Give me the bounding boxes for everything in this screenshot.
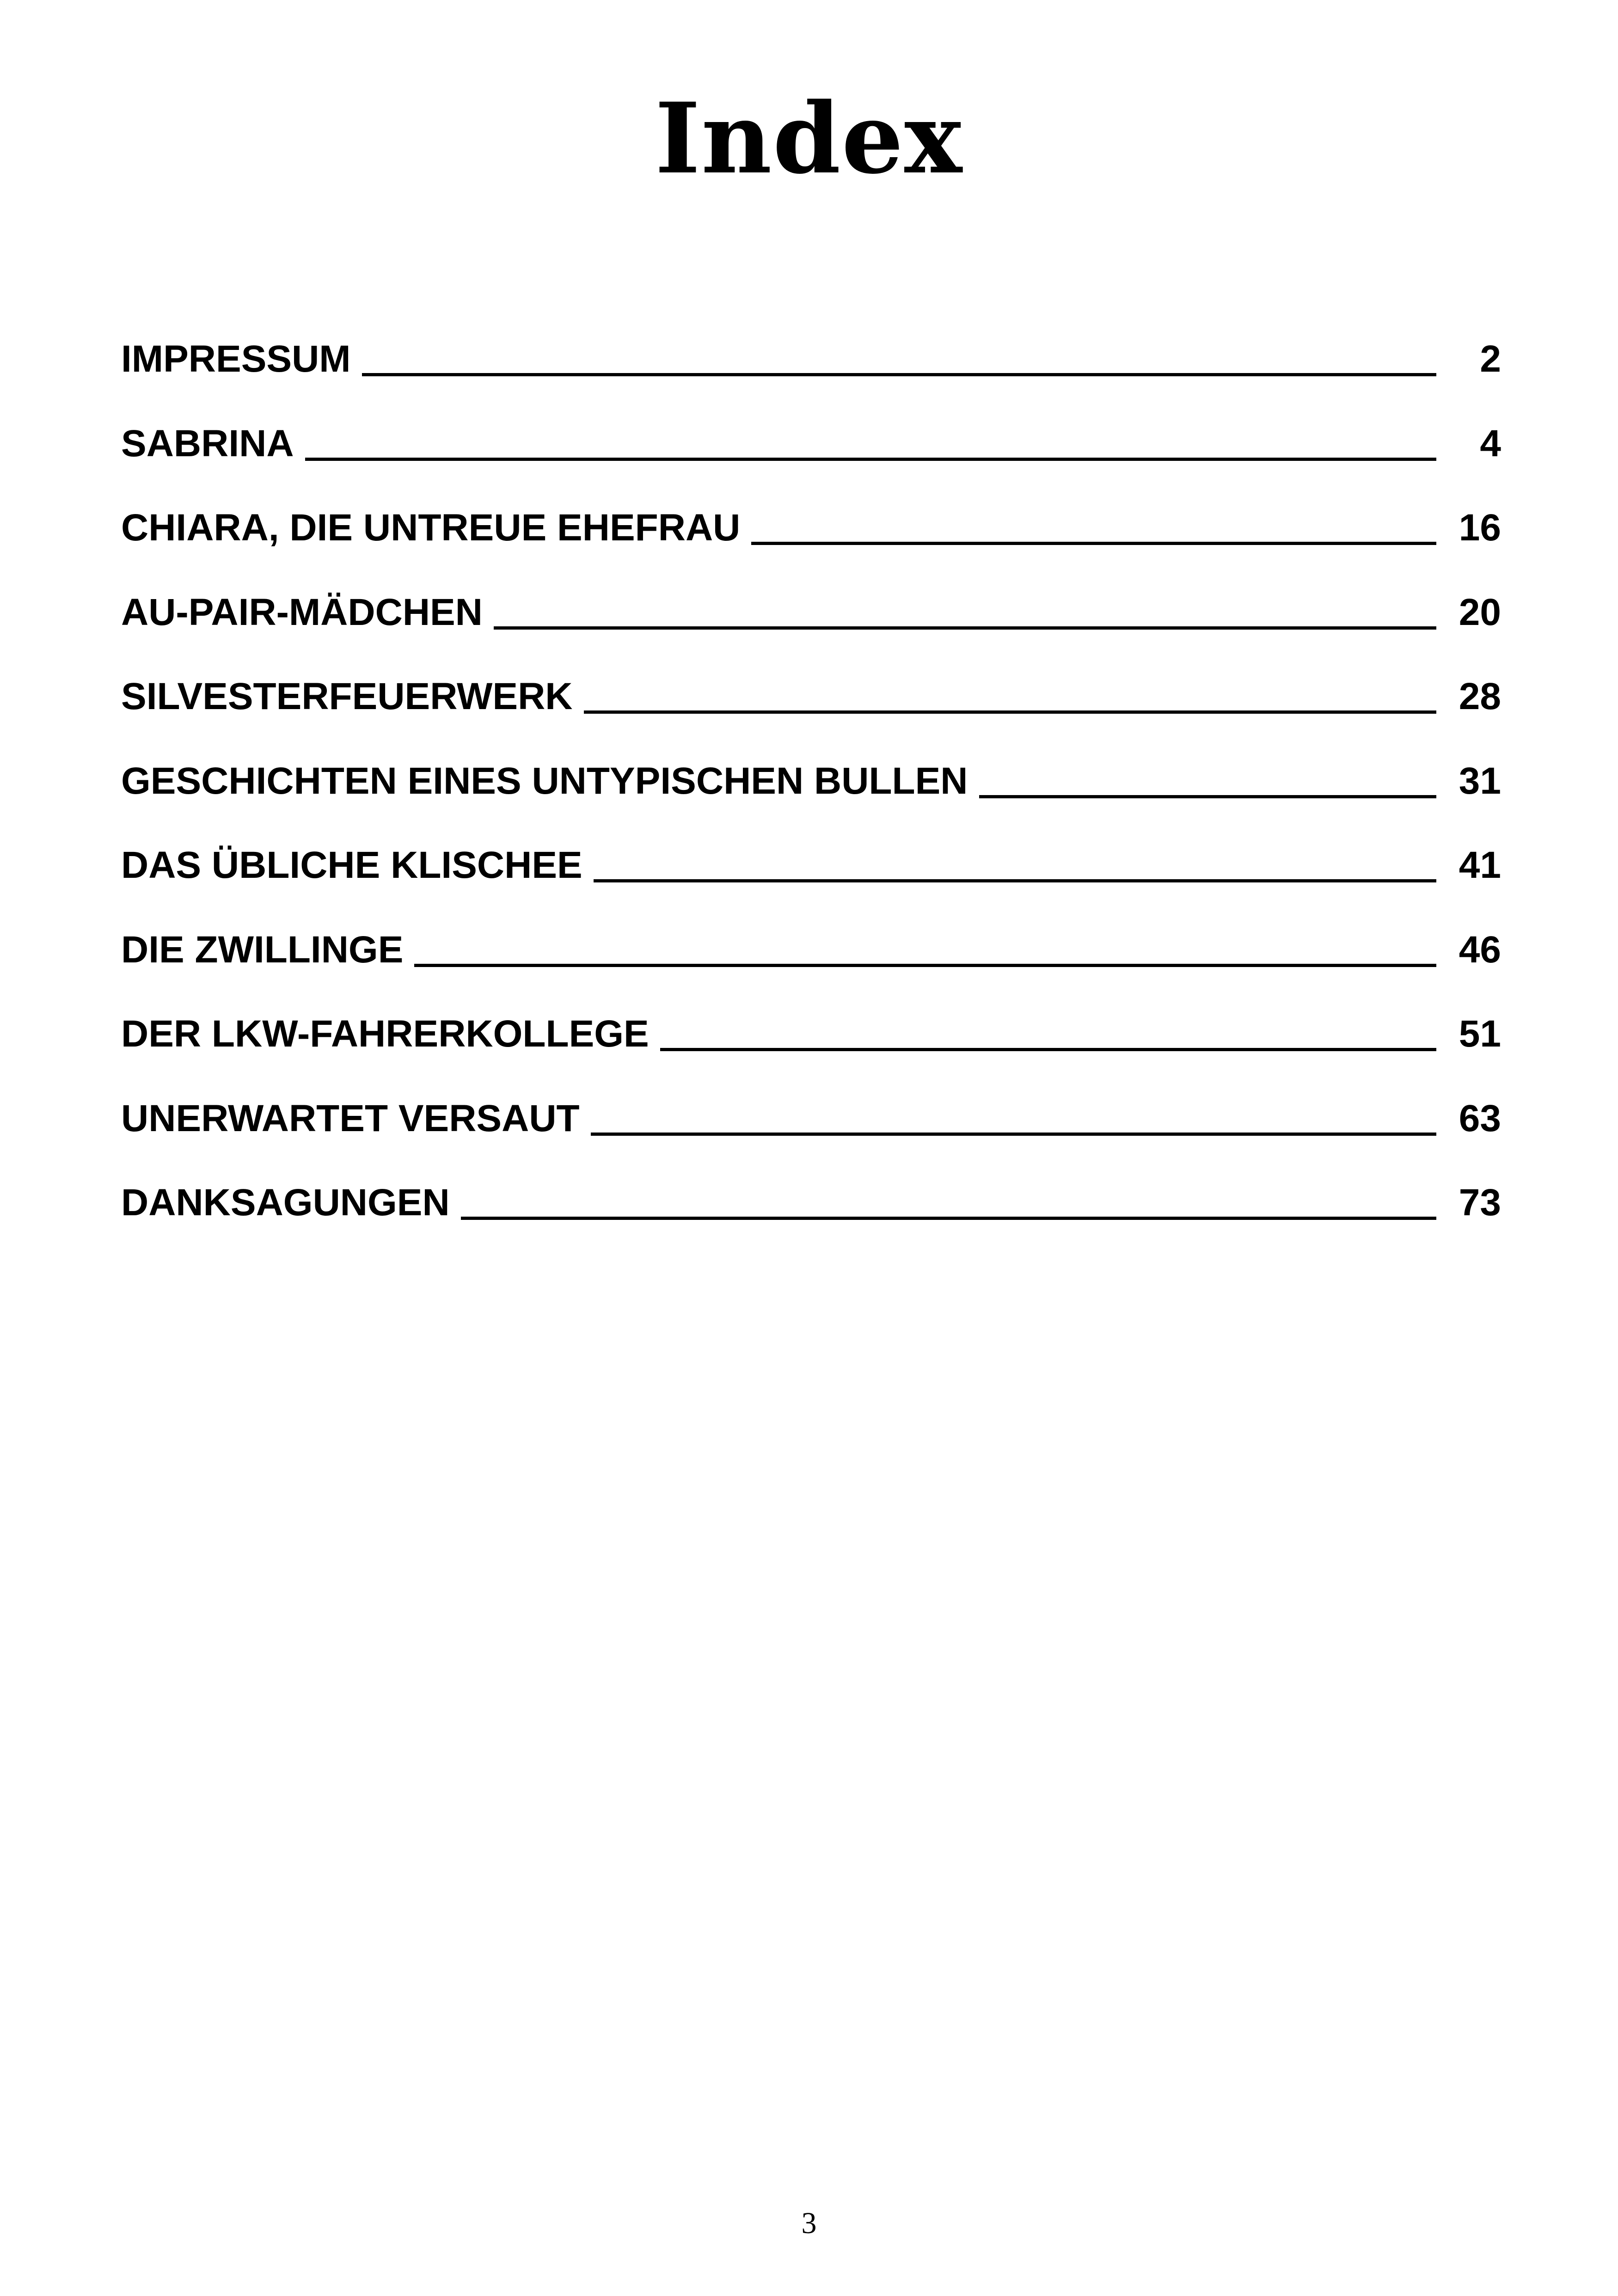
toc-entry-title: DER LKW-FAHRERKOLLEGE — [121, 1013, 649, 1055]
toc-entry-title: GESCHICHTEN EINES UNTYPISCHEN BULLEN — [121, 759, 968, 802]
toc-leader-line — [979, 795, 1436, 798]
toc-entry — [121, 758, 1501, 843]
table-of-contents — [121, 336, 1501, 1264]
toc-entry — [121, 927, 1501, 1011]
toc-entry — [121, 336, 1501, 421]
toc-leader-line — [660, 1047, 1436, 1051]
toc-entry-page: 20 — [1459, 591, 1501, 633]
toc-entry-title: IMPRESSUM — [121, 338, 351, 380]
page-title: Index — [655, 81, 963, 196]
toc-entry-title: CHIARA, DIE UNTREUE EHEFRAU — [121, 507, 741, 549]
toc-entry-page: 41 — [1459, 844, 1501, 886]
toc-entry — [121, 589, 1501, 674]
toc-entry-page: 51 — [1459, 1013, 1501, 1055]
toc-entry-page: 16 — [1459, 507, 1501, 549]
toc-leader-line — [414, 963, 1436, 967]
toc-entry-page: 28 — [1459, 675, 1501, 717]
toc-leader-line — [584, 710, 1436, 714]
toc-entry — [121, 1180, 1501, 1264]
page-number: 3 — [801, 2206, 817, 2240]
toc-entry-page: 46 — [1459, 928, 1501, 971]
toc-entry-page: 73 — [1459, 1182, 1501, 1224]
toc-entry-title: SABRINA — [121, 422, 294, 465]
toc-leader-line — [594, 879, 1436, 882]
toc-leader-line — [461, 1216, 1436, 1220]
toc-entry-page: 2 — [1480, 338, 1501, 380]
toc-leader-line — [751, 541, 1436, 545]
toc-entry-title: AU-PAIR-MÄDCHEN — [121, 591, 483, 633]
toc-entry — [121, 1011, 1501, 1096]
toc-entry — [121, 505, 1501, 589]
toc-entry-title: DAS ÜBLICHE KLISCHEE — [121, 844, 582, 886]
toc-entry-title: UNERWARTET VERSAUT — [121, 1097, 580, 1139]
toc-entry-page: 4 — [1480, 422, 1501, 465]
toc-entry-title: DANKSAGUNGEN — [121, 1182, 450, 1224]
toc-leader-line — [305, 457, 1436, 461]
toc-entry — [121, 421, 1501, 505]
toc-leader-line — [591, 1132, 1436, 1136]
toc-leader-line — [494, 626, 1436, 630]
toc-entry-page: 63 — [1459, 1097, 1501, 1139]
toc-entry-page: 31 — [1459, 759, 1501, 802]
toc-leader-line — [362, 373, 1436, 376]
toc-entry — [121, 673, 1501, 758]
toc-entry — [121, 1096, 1501, 1180]
toc-entry-title: DIE ZWILLINGE — [121, 928, 404, 971]
toc-entry-title: SILVESTERFEUERWERK — [121, 675, 573, 717]
toc-entry — [121, 842, 1501, 927]
